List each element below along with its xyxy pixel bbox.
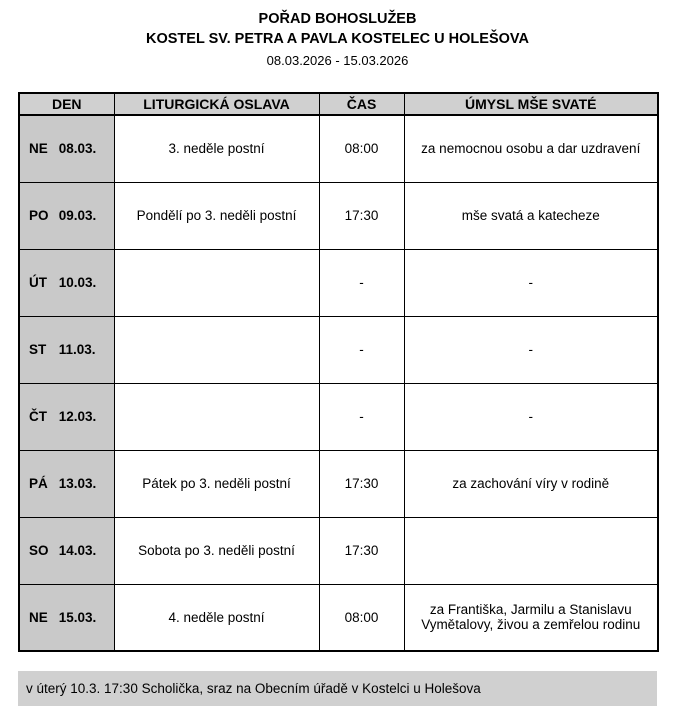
day-cell [19,249,114,316]
day-abbr: NE [29,141,48,157]
intention-cell: - [404,249,658,316]
liturgy-cell [114,383,319,450]
day-date: 14.03. [58,543,97,559]
day-abbr: ČT [29,409,47,425]
table-row [19,182,658,249]
intention-cell: za nemocnou osobu a dar uzdravení [404,115,658,182]
day-cell [19,383,114,450]
liturgy-cell: 4. neděle postní [114,584,319,651]
day-cell [19,115,114,182]
liturgy-cell: Pondělí po 3. neděli postní [114,182,319,249]
intention-cell: - [404,316,658,383]
day-date: 12.03. [58,409,97,425]
page-title: POŘAD BOHOSLUŽEB [258,11,417,27]
table-row [19,383,658,450]
liturgy-cell: Sobota po 3. neděli postní [114,517,319,584]
day-cell [19,316,114,383]
day-date: 11.03. [58,342,96,358]
day-abbr: SO [29,543,49,559]
day-abbr: PO [29,208,49,224]
time-cell: - [319,316,404,383]
header-cell-intention: ÚMYSL MŠE SVATÉ [404,93,658,115]
time-cell: 17:30 [319,182,404,249]
day-abbr: NE [29,609,48,625]
schedule-table [18,92,659,652]
time-cell: 17:30 [319,450,404,517]
table-row [19,450,658,517]
liturgy-cell: Pátek po 3. neděli postní [114,450,319,517]
time-cell: 17:30 [319,517,404,584]
intention-cell: mše svatá a katecheze [404,182,658,249]
time-cell: 08:00 [319,584,404,651]
table-header-row [19,93,658,115]
footer-note: v úterý 10.3. 17:30 Scholička, sraz na Obecním úřadě v Kostelci u Holešova [18,671,657,706]
day-date: 09.03. [58,208,97,224]
table-row [19,316,658,383]
intention-cell: za Františka, Jarmilu a Stanislavu Vymětalovy, živou a zemřelou rodinu [404,584,658,651]
header-cell-den: DEN [19,93,114,115]
intention-cell: - [404,383,658,450]
day-abbr: PÁ [29,476,48,492]
day-date: 13.03. [58,476,97,492]
day-date: 10.03. [58,275,97,291]
table-row [19,517,658,584]
time-cell: 08:00 [319,115,404,182]
date-range: 08.03.2026 - 15.03.2026 [266,53,409,69]
header-cell-liturgy: LITURGICKÁ OSLAVA [114,93,319,115]
time-cell: - [319,383,404,450]
day-date: 15.03. [58,609,97,625]
day-cell [19,450,114,517]
table-row [19,584,658,651]
church-name: KOSTEL SV. PETRA A PAVLA KOSTELEC U HOLEŠOVA [146,30,529,47]
liturgy-cell [114,316,319,383]
intention-cell: za zachování víry v rodině [404,450,658,517]
intention-cell [404,517,658,584]
day-date: 08.03. [58,141,97,157]
header-cell-time: ČAS [319,93,404,115]
day-cell [19,584,114,651]
document-header [0,0,675,68]
table-row [19,115,658,182]
day-abbr: ÚT [29,275,47,291]
day-abbr: ST [29,342,47,358]
time-cell: - [319,249,404,316]
table-row [19,249,658,316]
day-cell [19,517,114,584]
liturgy-cell: 3. neděle postní [114,115,319,182]
liturgy-cell [114,249,319,316]
day-cell [19,182,114,249]
